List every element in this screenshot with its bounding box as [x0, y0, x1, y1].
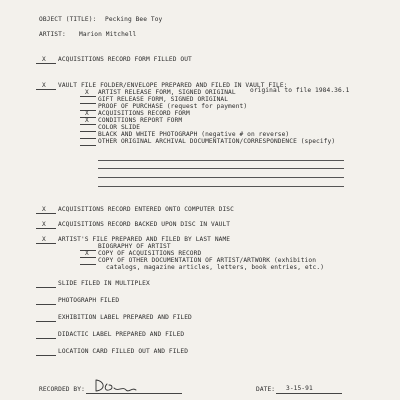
checklist-item: COPY OF OTHER DOCUMENTATION OF ARTIST/ARTWORK (exhibition	[98, 257, 317, 264]
specify-line	[98, 168, 344, 169]
checkbox-line	[36, 213, 56, 214]
checkbox-line	[36, 355, 56, 356]
date-value: 3-15-91	[286, 385, 313, 392]
recorded-by-label: RECORDED BY:	[39, 386, 85, 393]
checklist-item: DIDACTIC LABEL PREPARED AND FILED	[58, 331, 185, 338]
checklist-item-continued: catalogs, magazine articles, letters, book entries, etc.)	[106, 264, 325, 271]
check-mark: X	[85, 89, 89, 96]
checkbox-line	[80, 138, 96, 139]
object-title-value: Pecking Bee Toy	[105, 16, 163, 23]
checkbox-line	[80, 264, 96, 265]
checkbox-line	[36, 287, 56, 288]
checkbox-line	[36, 243, 56, 244]
check-mark: X	[42, 82, 46, 89]
checklist-item: ACQUISITIONS RECORD BACKED UPON DISC IN VAULT	[58, 221, 231, 228]
artist-label: ARTIST:	[39, 31, 66, 38]
checkbox-line	[80, 257, 96, 258]
object-title-label: OBJECT (TITLE):	[39, 16, 97, 23]
checkbox-line	[80, 145, 96, 146]
checklist-item: VAULT FILE FOLDER/ENVELOPE PREPARED AND FILED IN VAULT FILE:	[58, 82, 288, 89]
checkbox-line	[36, 304, 56, 305]
artist-value: Marion Mitchell	[79, 31, 137, 38]
checklist-item: ACQUISITIONS RECORD FORM	[98, 110, 190, 117]
checklist-item: SLIDE FILED IN MULTIPLEX	[58, 280, 150, 287]
check-mark: X	[85, 110, 89, 117]
specify-line	[98, 160, 344, 161]
checklist-item: ARTIST RELEASE FORM, SIGNED ORIGINAL	[98, 89, 236, 96]
check-mark: X	[85, 117, 89, 124]
specify-line	[98, 177, 344, 178]
check-mark: X	[85, 250, 89, 257]
check-mark: X	[42, 236, 46, 243]
checklist-item: PHOTOGRAPH FILED	[58, 297, 120, 304]
recorded-by-signature	[92, 378, 138, 394]
checklist-item: PROOF OF PURCHASE (request for payment)	[98, 103, 248, 110]
checkbox-line	[36, 89, 56, 90]
checkbox-line	[80, 96, 96, 97]
check-mark: X	[42, 206, 46, 213]
checklist-item: COPY OF ACQUISITIONS RECORD	[98, 250, 202, 257]
checklist-item: LOCATION CARD FILLED OUT AND FILED	[58, 348, 189, 355]
checkbox-line	[36, 63, 56, 64]
check-mark: X	[42, 221, 46, 228]
checkbox-line	[80, 124, 96, 125]
date-line	[276, 393, 342, 394]
date-label: DATE:	[256, 386, 276, 393]
checklist-item: GIFT RELEASE FORM, SIGNED ORIGINAL	[98, 96, 229, 103]
checkbox-line	[36, 321, 56, 322]
checklist-item: COLOR SLIDE	[98, 124, 141, 131]
checkbox-line	[36, 228, 56, 229]
check-mark: X	[42, 56, 46, 63]
checklist-item: ARTIST'S FILE PREPARED AND FILED BY LAST NAME	[58, 236, 231, 243]
checklist-item: BIOGRAPHY OF ARTIST	[98, 243, 171, 250]
checklist-item: EXHIBITION LABEL PREPARED AND FILED	[58, 314, 192, 321]
checklist-item: ACQUISITIONS RECORD FORM FILLED OUT	[58, 56, 192, 63]
checklist-item: CONDITIONS REPORT FORM	[98, 117, 183, 124]
handwritten-note: original to file 1984.36.1	[250, 87, 350, 94]
specify-line	[98, 186, 344, 187]
checklist-item: OTHER ORIGINAL ARCHIVAL DOCUMENTATION/CORRESPONDENCE (specify)	[98, 138, 336, 145]
checklist-item: BLACK AND WHITE PHOTOGRAPH (negative # on reverse)	[98, 131, 290, 138]
checkbox-line	[36, 338, 56, 339]
checkbox-line	[80, 103, 96, 104]
checklist-item: ACQUISITIONS RECORD ENTERED ONTO COMPUTER DISC	[58, 206, 234, 213]
checkbox-line	[80, 131, 96, 132]
